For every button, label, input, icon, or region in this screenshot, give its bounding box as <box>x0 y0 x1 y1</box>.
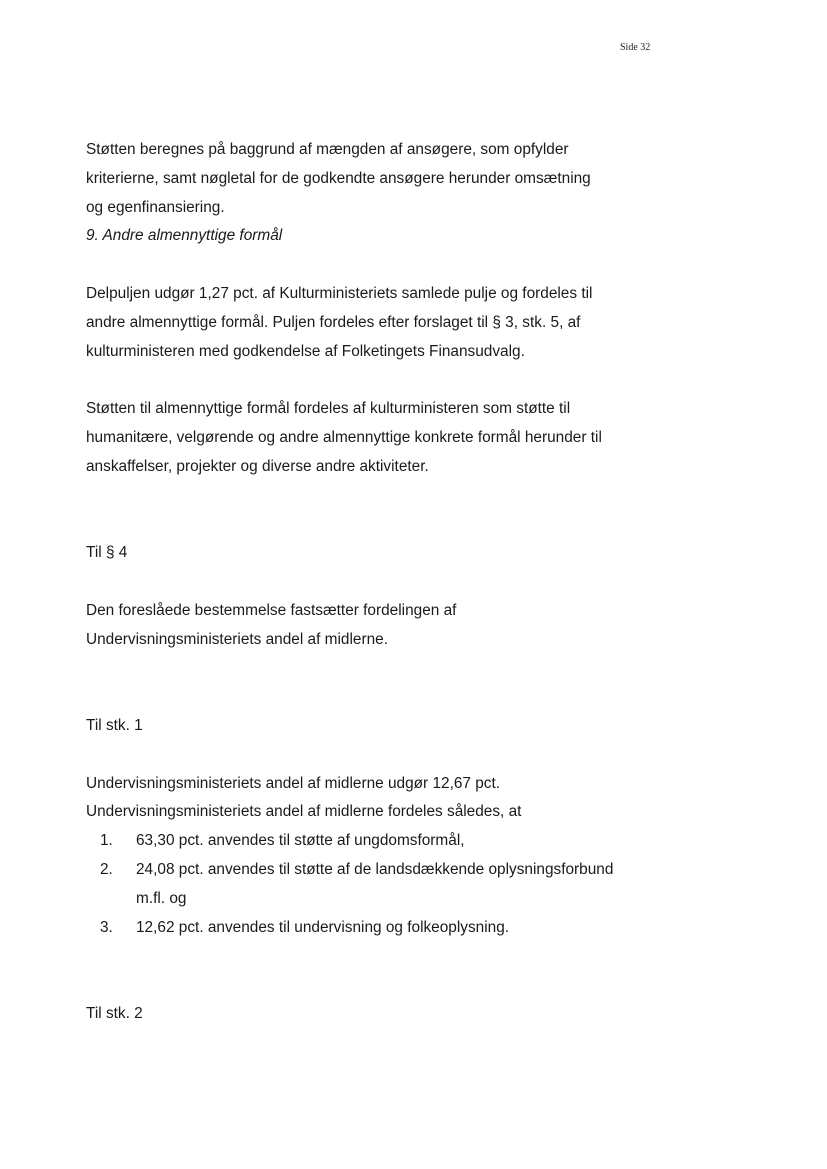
list-item-text: 24,08 pct. anvendes til støtte af de landsdækkende oplysningsforbund <box>136 860 614 878</box>
list-item-number: 1. <box>100 832 113 850</box>
list-item-number: 3. <box>100 918 113 936</box>
intro-paragraph <box>86 136 686 222</box>
text-line: og egenfinansiering. <box>86 198 225 216</box>
list-item-text: 12,62 pct. anvendes til undervisning og folkeoplysning. <box>136 918 510 936</box>
list-item-text: m.fl. og <box>136 889 187 907</box>
stotten-paragraph <box>86 395 686 481</box>
list-item <box>86 856 686 914</box>
page-number: Side 32 <box>620 42 651 53</box>
text-line: andre almennyttige formål. Puljen fordeles efter forslaget til § 3, stk. 5, af <box>86 313 581 331</box>
text-line: kulturministeren med godkendelse af Folketingets Finansudvalg. <box>86 342 525 360</box>
text-line: Den foreslåede bestemmelse fastsætter fordelingen af <box>86 601 457 619</box>
text-line: Delpuljen udgør 1,27 pct. af Kulturministeriets samlede pulje og fordeles til <box>86 284 593 302</box>
list-item <box>86 827 686 856</box>
foreslaaede-paragraph <box>86 597 686 655</box>
text-line: humanitære, velgørende og andre almennyttige konkrete formål herunder til <box>86 428 602 446</box>
delpulje-paragraph <box>86 280 686 366</box>
document-body <box>86 136 686 1029</box>
text-line: kriterierne, samt nøgletal for de godkendte ansøgere herunder omsætning <box>86 169 591 187</box>
text-line: Undervisningsministeriets andel af midlerne udgør 12,67 pct. <box>86 774 501 792</box>
til-stk-2-heading: Til stk. 2 <box>86 1004 143 1022</box>
list-item-text: 63,30 pct. anvendes til støtte af ungdomsformål, <box>136 832 465 850</box>
text-line: Støtten beregnes på baggrund af mængden af ansøgere, som opfylder <box>86 141 569 158</box>
til-stk-1-heading: Til stk. 1 <box>86 716 143 734</box>
text-line: Støtten til almennyttige formål fordeles af kulturministeren som støtte til <box>86 400 571 418</box>
text-line: Undervisningsministeriets andel af midlerne fordeles således, at <box>86 803 522 821</box>
text-line: anskaffelser, projekter og diverse andre aktiviteter. <box>86 457 429 475</box>
undervisning-paragraph <box>86 770 686 828</box>
list-item-number: 2. <box>100 860 113 878</box>
text-line: Undervisningsministeriets andel af midlerne. <box>86 630 388 648</box>
list-item <box>86 914 686 943</box>
allocation-list <box>86 827 686 942</box>
til-paragraph-4-heading: Til § 4 <box>86 544 128 562</box>
section-heading: 9. Andre almennyttige formål <box>86 227 283 245</box>
